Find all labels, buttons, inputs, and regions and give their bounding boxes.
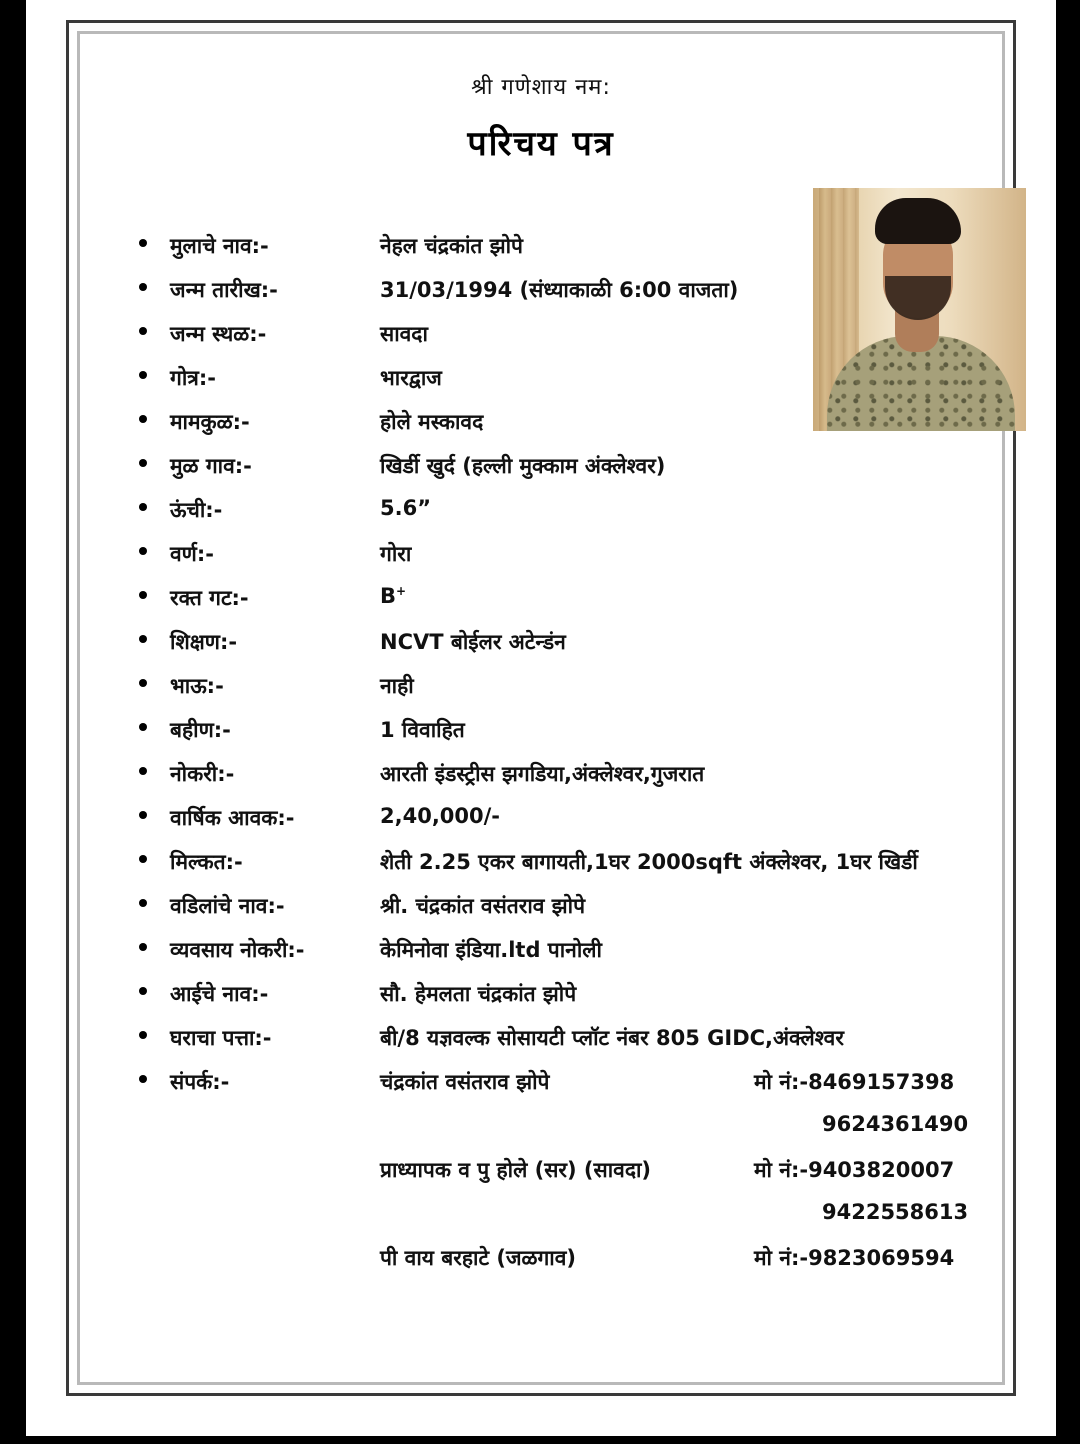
detail-value: सौ. हेमलता चंद्रकांत झोपे — [380, 982, 577, 1006]
detail-row-blood-group — [139, 575, 1019, 619]
detail-label: मुळ गाव:- — [170, 454, 252, 478]
contact-phone-alt: 9624361490 — [822, 1112, 969, 1136]
detail-row-brother — [139, 663, 1019, 707]
bullet-icon — [139, 591, 147, 599]
bullet-icon — [139, 327, 147, 335]
detail-value: आरती इंडस्ट्रीस झगडिया,अंक्लेश्वर,गुजरात — [380, 762, 705, 786]
detail-label: मिल्कत:- — [170, 850, 243, 874]
detail-value: शेती 2.25 एकर बागायती,1घर 2000sqft अंक्लेश्वर, 1घर खिर्डी — [380, 850, 918, 874]
contact-row-2 — [139, 1147, 1019, 1191]
detail-row-name — [139, 223, 1019, 267]
detail-label: वर्ण:- — [170, 542, 214, 566]
detail-label: जन्म तारीख:- — [170, 278, 278, 302]
detail-label: गोत्र:- — [170, 366, 216, 390]
detail-label: शिक्षण:- — [170, 630, 238, 654]
detail-row-sister — [139, 707, 1019, 751]
detail-label: मामकुळ:- — [170, 410, 250, 434]
bullet-icon — [139, 723, 147, 731]
detail-row-mother-name — [139, 971, 1019, 1015]
invocation-line: श्री गणेशाय नम: — [471, 75, 611, 100]
page — [26, 0, 1056, 1436]
detail-label: नोकरी:- — [170, 762, 235, 786]
detail-value: होले मस्कावद — [380, 410, 484, 434]
detail-row-income — [139, 795, 1019, 839]
contact-phone: मो नं:-9823069594 — [754, 1246, 955, 1270]
detail-label: वार्षिक आवक:- — [170, 806, 295, 830]
contact-row-1b — [139, 1103, 1019, 1147]
bullet-icon — [139, 415, 147, 423]
contact-phone: मो नं:-8469157398 — [754, 1070, 955, 1094]
blood-group-letter: B — [380, 584, 397, 608]
detail-label: बहीण:- — [170, 718, 231, 742]
detail-value: खिर्डी खुर्द (हल्ली मुक्काम अंक्लेश्वर) — [380, 454, 666, 478]
details-list — [139, 223, 1019, 1059]
contact-row-2b — [139, 1191, 1019, 1235]
contact-name: प्राध्यापक व पु होले (सर) (सावदा) — [380, 1158, 652, 1182]
detail-row-job — [139, 751, 1019, 795]
contact-name: पी वाय बरहाटे (जळगाव) — [380, 1246, 577, 1270]
bullet-icon — [139, 987, 147, 995]
detail-value — [380, 584, 406, 608]
detail-value: सावदा — [380, 322, 428, 346]
detail-label: आईचे नाव:- — [170, 982, 269, 1006]
detail-value: श्री. चंद्रकांत वसंतराव झोपे — [380, 894, 586, 918]
detail-label: व्यवसाय नोकरी:- — [170, 938, 305, 962]
detail-label: मुलाचे नाव:- — [170, 234, 269, 258]
detail-value: बी/8 यज्ञवल्क सोसायटी प्लॉट नंबर 805 GIDC,अंक्लेश्वर — [380, 1026, 844, 1050]
detail-value: केमिनोवा इंडिया.ltd पानोली — [380, 938, 602, 962]
contact-row-1 — [139, 1059, 1019, 1103]
bullet-icon — [139, 679, 147, 687]
detail-row-complexion — [139, 531, 1019, 575]
blood-group-sign: + — [396, 584, 407, 598]
bullet-icon — [139, 899, 147, 907]
bullet-icon — [139, 943, 147, 951]
bullet-icon — [139, 547, 147, 555]
detail-value: नाही — [380, 674, 414, 698]
bullet-icon — [139, 459, 147, 467]
detail-row-gotra — [139, 355, 1019, 399]
contact-section — [139, 1059, 1019, 1279]
bullet-icon — [139, 371, 147, 379]
detail-value: नेहल चंद्रकांत झोपे — [380, 234, 523, 258]
bullet-icon — [139, 635, 147, 643]
bullet-icon — [139, 239, 147, 247]
bullet-icon — [139, 283, 147, 291]
detail-row-native-place — [139, 443, 1019, 487]
detail-row-dob — [139, 267, 1019, 311]
bullet-icon — [139, 811, 147, 819]
detail-label: रक्त गट:- — [170, 586, 249, 610]
detail-row-address — [139, 1015, 1019, 1059]
detail-row-education — [139, 619, 1019, 663]
detail-row-birthplace — [139, 311, 1019, 355]
detail-row-mamkul — [139, 399, 1019, 443]
bullet-icon — [139, 503, 147, 511]
detail-row-father-job — [139, 927, 1019, 971]
page-title: परिचय पत्र — [467, 124, 615, 164]
document-frame — [66, 20, 1016, 1396]
contact-phone: मो नं:-9403820007 — [754, 1158, 955, 1182]
detail-label: घराचा पत्ता:- — [170, 1026, 272, 1050]
detail-label: भाऊ:- — [170, 674, 224, 698]
bullet-icon — [139, 767, 147, 775]
bullet-icon — [139, 1075, 147, 1083]
bullet-icon — [139, 1031, 147, 1039]
detail-value: 31/03/1994 (संध्याकाळी 6:00 वाजता) — [380, 278, 739, 302]
detail-value: NCVT बोईलर अटेन्डंन — [380, 630, 566, 654]
detail-value: 5.6” — [380, 496, 432, 520]
detail-value: गोरा — [380, 542, 412, 566]
detail-row-father-name — [139, 883, 1019, 927]
contact-label: संपर्क:- — [170, 1070, 230, 1094]
contact-name: चंद्रकांत वसंतराव झोपे — [380, 1070, 550, 1094]
detail-value: 1 विवाहित — [380, 718, 465, 742]
contact-phone-alt: 9422558613 — [822, 1200, 969, 1224]
detail-label: ऊंची:- — [170, 498, 223, 522]
detail-row-height — [139, 487, 1019, 531]
contact-row-3 — [139, 1235, 1019, 1279]
detail-label: वडिलांचे नाव:- — [170, 894, 285, 918]
detail-value: भारद्वाज — [380, 366, 442, 390]
detail-label: जन्म स्थळ:- — [170, 322, 267, 346]
detail-row-property — [139, 839, 1019, 883]
detail-value: 2,40,000/- — [380, 804, 501, 828]
bullet-icon — [139, 855, 147, 863]
